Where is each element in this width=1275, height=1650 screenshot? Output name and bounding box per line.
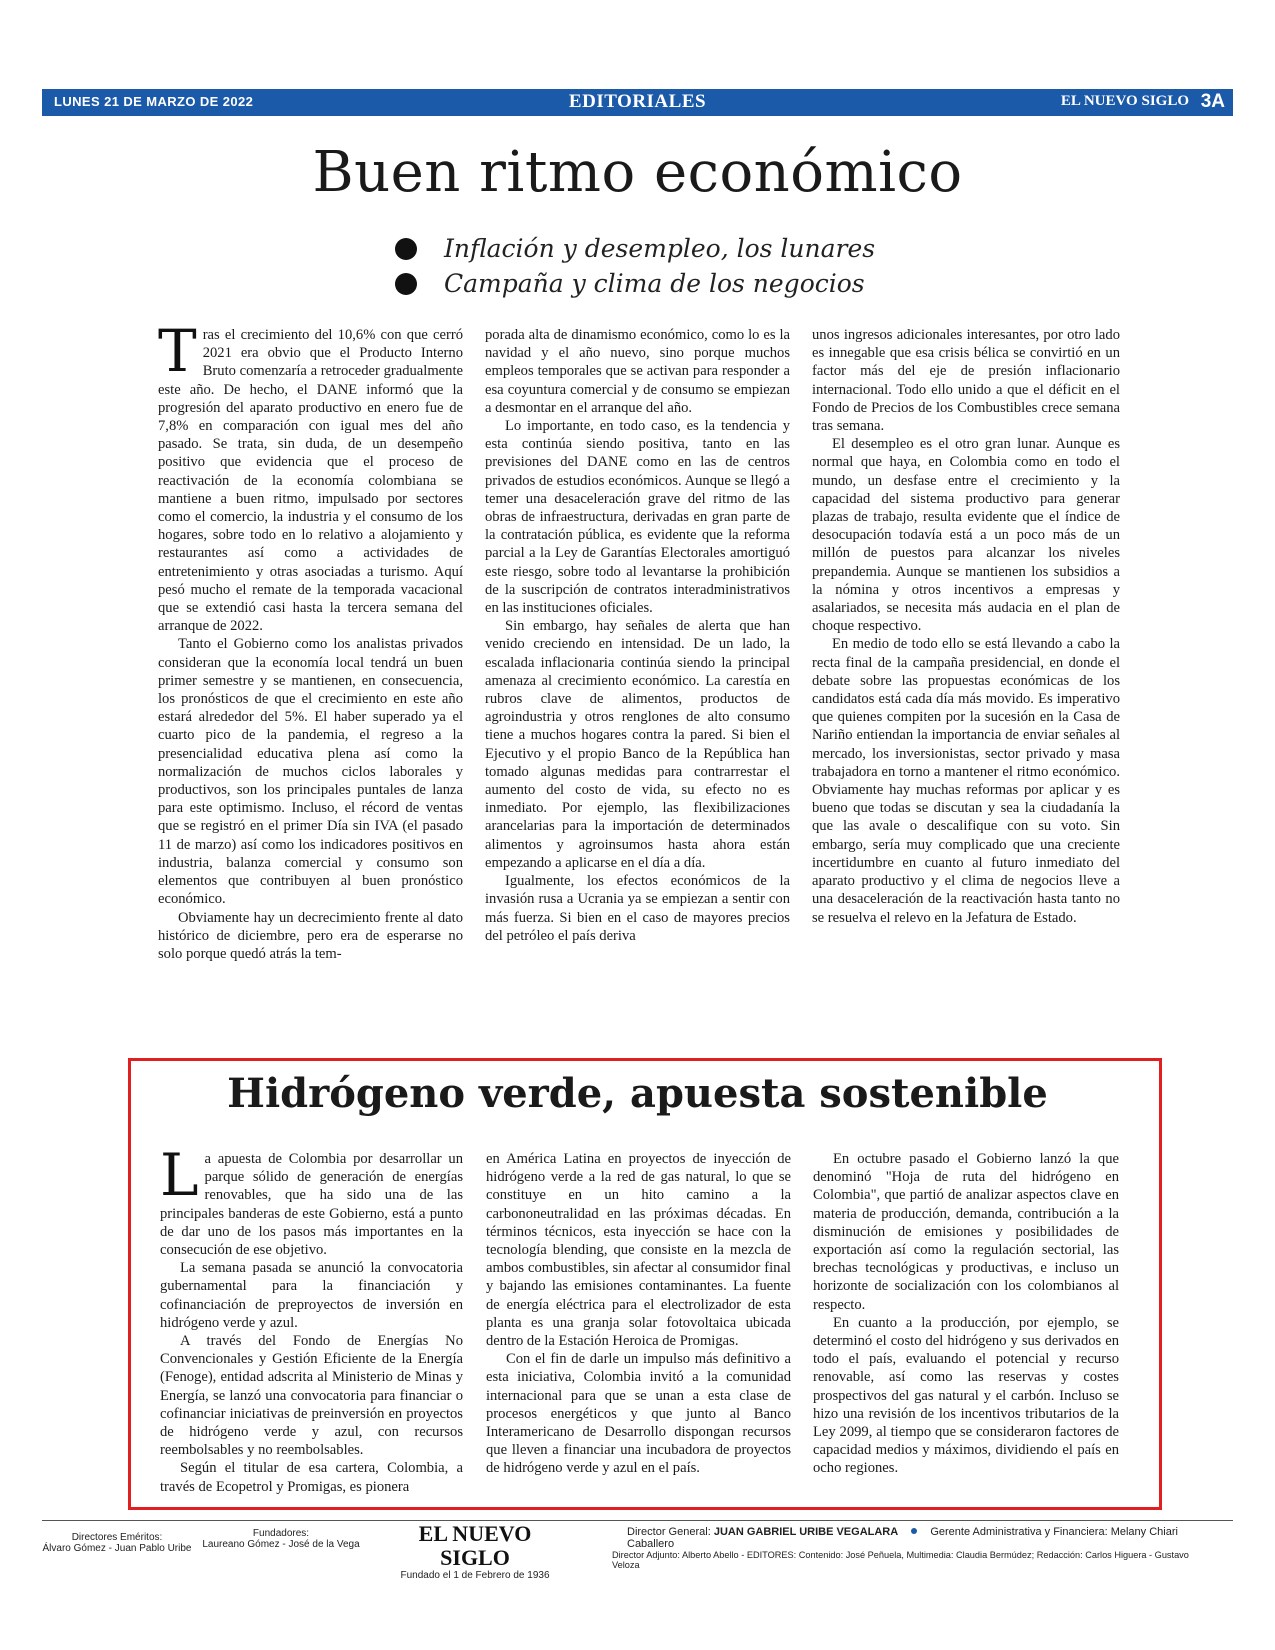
- subheadlines: [395, 231, 955, 301]
- main-column-1: [158, 326, 463, 1026]
- bullet-icon: [395, 238, 417, 260]
- page-number: 3A: [1200, 91, 1225, 112]
- footer-divider: [42, 1520, 1233, 1521]
- paragraph: En medio de todo ello se está llevando a cabo la recta final de la campaña presidencial, en donde el debate sobre las propuestas económicas de los candidatos está cada día más movido. Es imperativo que quienes compiten por la sucesión en la Casa de Nariño entiendan la importancia de enviar señales al mercado, los inversionistas, sector privado y masa trabajadora en torno a mantener el ritmo económico. Obviamente hay muchas reformas por aplicar y es bueno que todas se discutan y sea la ciudadanía la que las avale o descalifique con su voto. Sin embargo, sería muy complicado que una creciente incertidumbre en cuanto al futuro inmediato del aparato productivo y el clima de negocios lleve a una desaceleración de la reactivación hasta tanto no se resuelva el relevo en la Jefatura de Estado.: [812, 636, 1120, 926]
- boxed-headline: Hidrógeno verde, apuesta sostenible: [227, 1070, 1048, 1117]
- paragraph: Lo importante, en todo caso, es la tendencia y esta continúa siendo positiva, tanto en las previsiones del DANE como en las de centros privados de estudios económicos. Aunque se llegó a temer una desaceleración grave del ritmo de las obras de infraestructura, derivadas en gran parte de la contratación pública, es evidente que la reforma parcial a la Ley de Garantías Electorales amortiguó este riesgo, sobre todo al levantarse la prohibición de la suscripción de contratos interadministrativos en las instituciones oficiales.: [485, 418, 790, 617]
- subheadline-1: [395, 231, 955, 266]
- paragraph: En cuanto a la producción, por ejemplo, se determinó el costo del hidrógeno y sus derivados en todo el país, evaluando el potencial y recurso renovable, así como las reservas y costes prospectivos del gas natural y el carbón. Incluso se hizo una revisión de los incentivos tributarios de la Ley 2099, al tiempo que se consideraron factores de capacidad medios y máximos, dividiendo el país en ocho regiones.: [813, 1314, 1119, 1477]
- gerente-name: Melany Chiari Caballero: [627, 1526, 1178, 1550]
- header-brand: EL NUEVO SIGLO: [1060, 93, 1189, 109]
- paragraph: Con el fin de darle un impulso más definitivo a esta iniciativa, Colombia invitó a la comunidad internacional para que se unan a esta clase de procesos energéticos y que junto al Banco Interamericano de Desarrollo dispongan recursos que lleven a financiar una incubadora de proyectos de hidrógeno verde y azul en el país.: [486, 1351, 791, 1477]
- directors-emeritus: Directores Eméritos: Álvaro Gómez - Juan Pablo Uribe: [42, 1532, 192, 1554]
- issue-date: LUNES 21 DE MARZO DE 2022: [54, 94, 254, 109]
- paragraph: La apuesta de Colombia por desarrollar un parque sólido de generación de energías renovables, que ha sido una de las principales banderas de este Gobierno, está a punto de dar uno de los pasos más importantes en la consecución de ese objetivo.: [160, 1150, 463, 1259]
- paragraph: A través del Fondo de Energías No Convencionales y Gestión Eficiente de la Energía (Fenoge), entidad adscrita al Ministerio de Minas y Energía, se lanzó una convocatoria para financiar o cofinanciar iniciativas de preinversión en proyectos de hidrógeno verde y azul, con recursos reembolsables y no reembolsables.: [160, 1333, 463, 1459]
- founded-date: Fundado el 1 de Febrero de 1936: [400, 1570, 550, 1581]
- paragraph: porada alta de dinamismo económico, como lo es la navidad y el año nuevo, sino porque muchos empleos temporales que se activan para responder a esa coyuntura comercial y de consumo se empiezan a desmontar en el arranque del año.: [485, 327, 790, 416]
- boxed-column-1: [160, 1150, 463, 1495]
- paragraph: Igualmente, los efectos económicos de la invasión rusa a Ucrania ya se empiezan a sentir con más fuerza. Si bien en el caso de mayores precios del petróleo el país deriva: [485, 873, 790, 944]
- paragraph: unos ingresos adicionales interesantes, por otro lado es innegable que esa crisis bélica se convirtió en un factor más del eje de presión inflacionario internacional. Todo ello unido a que el déficit en el Fondo de Precios de los Combustibles crece semana tras semana.: [812, 327, 1120, 435]
- bullet-icon: [395, 273, 417, 295]
- masthead-line-1: Director General: JUAN GABRIEL URIBE VEGALARA Gerente Administrativa y Financiera: Melany Chiari Caballero: [627, 1526, 1178, 1550]
- main-column-2: [485, 326, 790, 1026]
- boxed-column-3: [813, 1150, 1119, 1495]
- paragraph: El desempleo es el otro gran lunar. Aunque es normal que haya, en Colombia como en todo el mundo, un desfase entre el crecimiento y la capacidad del sistema productivo para generar plazas de trabajo, resulta evidente que el índice de desocupación todavía está a un poco más de un millón de puestos para alcanzar los niveles prepandemia. Aunque se mantienen los subsidios a la nómina y otros incentivos a empresas y asalariados, se necesita más audacia en el plan de choque respectivo.: [812, 436, 1120, 635]
- boxed-column-2: [486, 1150, 791, 1495]
- paragraph: En octubre pasado el Gobierno lanzó la que denominó "Hoja de ruta del hidrógeno en Colombia", que partió de analizar aspectos clave en materia de producción, demanda, contribución a la disminución de emisiones y posibilidades de exportación así como la regulación sectorial, las brechas tecnológicas y productivas, e incluso un horizonte de socialización con los colombianos al respecto.: [813, 1151, 1119, 1313]
- main-headline: Buen ritmo económico: [312, 140, 963, 205]
- subheadline-text: Campaña y clima de los negocios: [444, 269, 865, 298]
- paragraph: Obviamente hay un decrecimiento frente al dato histórico de diciembre, pero era de esperarse no solo porque quedó atrás la tem-: [158, 909, 463, 962]
- drop-cap: T: [158, 326, 197, 385]
- paragraph: La semana pasada se anunció la convocatoria gubernamental para la financiación y cofinanciación de preproyectos de inversión en hidrógeno verde y azul.: [160, 1260, 463, 1331]
- newspaper-logo: EL NUEVO SIGLO: [418, 1521, 532, 1570]
- footer-logo: [400, 1522, 550, 1581]
- paragraph: Según el titular de esa cartera, Colombia, a través de Ecopetrol y Promigas, es pionera: [160, 1460, 463, 1495]
- director-general: JUAN GABRIEL URIBE VEGALARA: [713, 1526, 899, 1538]
- section-title: EDITORIALES: [568, 91, 707, 112]
- main-column-3: [812, 326, 1120, 1026]
- masthead-line-2: Director Adjunto: Alberto Abello - EDITORES: Contenido: José Peñuela, Multimedia: Claudia Bermúdez; Redacción: Carlos Higuera - Gustavo Veloza: [612, 1550, 1189, 1570]
- subheadline-text: Inflación y desempleo, los lunares: [444, 234, 876, 263]
- drop-cap: L: [160, 1150, 199, 1209]
- separator-dot-icon: [911, 1528, 917, 1534]
- paragraph: Tras el crecimiento del 10,6% con que cerró 2021 era obvio que el Producto Interno Bruto comenzaría a retroceder gradualmente este año. De hecho, el DANE informó que la progresión del aparato productivo en enero fue de 7,8% en comparación con igual mes del año pasado. Se trata, sin duda, de un desempeño positivo que evidencia que el proceso de reactivación de la economía colombiana se mantiene a buen ritmo, impulsado por sectores como el comercio, la industria y el consumo de los hogares, sobre todo en lo relativo a alojamiento y restaurantes así como a actividades de entretenimiento y otras asociadas a turismo. Aquí pesó mucho el remate de la temporada vacacional que se extendió casi hasta la tercera semana del arranque de 2022.: [158, 326, 463, 635]
- header-band: [42, 89, 1233, 116]
- subheadline-2: [395, 266, 955, 301]
- founders: Fundadores: Laureano Gómez - José de la Vega: [202, 1528, 360, 1550]
- paragraph: Tanto el Gobierno como los analistas privados consideran que la economía local tendrá un buen primer semestre y se mantienen, en consecuencia, los pronósticos de que el crecimiento en este año estará alrededor del 5%. El haber superado ya el cuarto pico de la pandemia, el regreso a la presencialidad educativa plena así como la normalización de muchos ciclos laborales y productivos, son los principales puntales de lanza para este optimismo. Incluso, el récord de ventas que se registró en el primer Día sin IVA (el pasado 11 de marzo) así como los indicadores positivos en industria, balanza comercial y consumo son elementos que contribuyen al buen pronóstico económico.: [158, 636, 463, 908]
- paragraph: en América Latina en proyectos de inyección de hidrógeno verde a la red de gas natural, lo que se constituye en un hito camino a la carbononeutralidad en las próximas décadas. En términos técnicos, esta inyección se hace con la tecnología blending, que consiste en la mezcla de ambos combustibles, sin afectar al consumidor final y bajando las emisiones contaminantes. La fuente de energía eléctrica para el electrolizador de esta planta es una granja solar fotovoltaica ubicada dentro de la Estación Heroica de Promigas.: [486, 1151, 791, 1350]
- paragraph: Sin embargo, hay señales de alerta que han venido creciendo en intensidad. De un lado, la escalada inflacionaria continúa siendo la principal amenaza al crecimiento económico. La carestía en rubros clave de alimentos, productos de agroindustria y otros renglones de alto consumo tiene a muchos hogares contra la pared. Si bien el Ejecutivo y el propio Banco de la República han tomado algunas medidas para contrarrestar el aumento del costo de vida, su efecto no es inmediato. Por ejemplo, las flexibilizaciones arancelarias para la importación de determinados alimentos y agroinsumos hasta ahora están empezando a aplicarse en el día a día.: [485, 618, 790, 871]
